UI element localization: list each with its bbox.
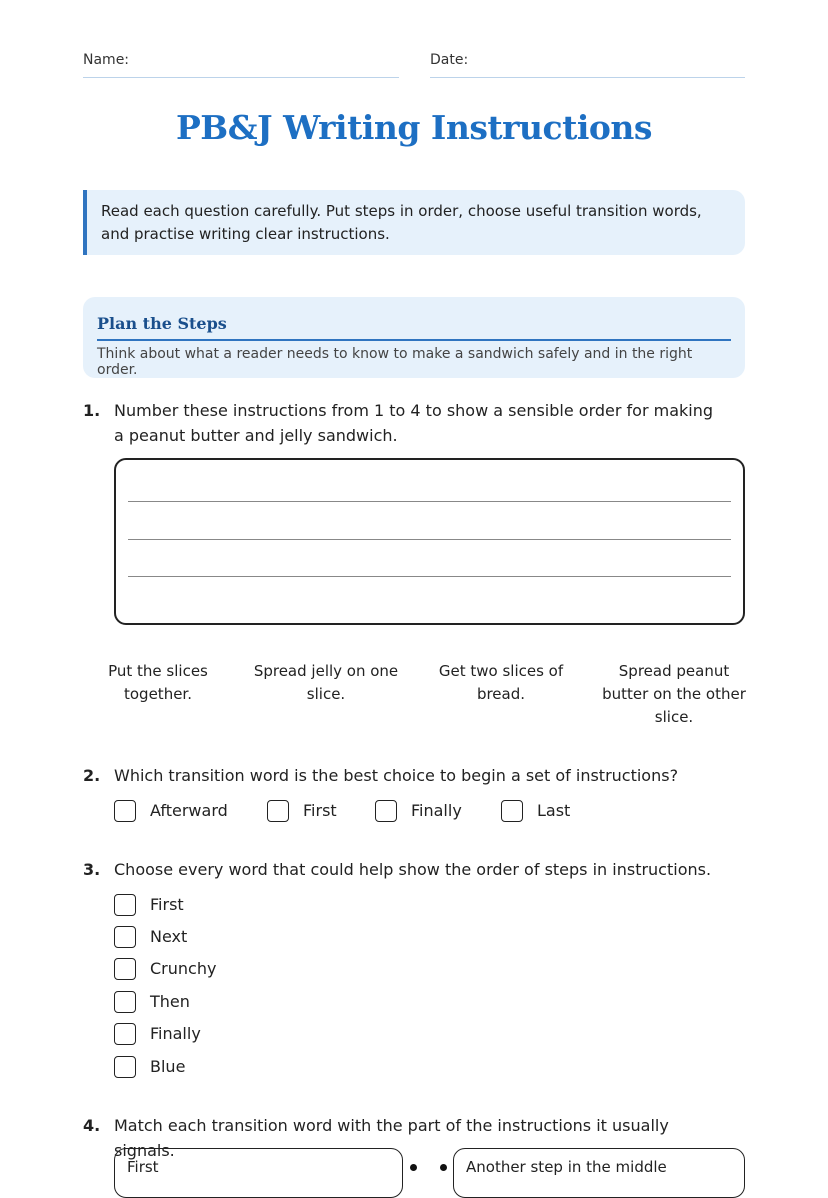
- option-first[interactable]: [267, 798, 357, 824]
- question-text: Match each transition word with the part of the instructions it usually signals.: [114, 1116, 669, 1160]
- checkbox[interactable]: [267, 800, 289, 822]
- instructions-text: Read each question carefully. Put steps in order, choose useful transition words, and practise writing clear instructions.: [101, 202, 702, 243]
- match-left-dot[interactable]: [410, 1164, 417, 1171]
- option-next[interactable]: [114, 924, 234, 950]
- checkbox[interactable]: [114, 991, 136, 1013]
- answer-writing-box[interactable]: [114, 458, 745, 625]
- writing-line: [128, 539, 731, 540]
- date-field[interactable]: [430, 52, 745, 78]
- option-label: First: [303, 801, 337, 820]
- option-first[interactable]: [114, 892, 234, 918]
- question-number: 1.: [83, 401, 101, 420]
- section-plan-the-steps: [83, 297, 745, 378]
- question-number: 3.: [83, 860, 101, 879]
- date-label: Date:: [430, 52, 469, 68]
- match-left-item[interactable]: [114, 1148, 403, 1198]
- option-last[interactable]: [501, 798, 591, 824]
- option-label: Afterward: [150, 801, 228, 820]
- option-crunchy[interactable]: [114, 956, 234, 982]
- question-number: 4.: [83, 1116, 101, 1135]
- option-label: Crunchy: [150, 959, 217, 978]
- question-text: Choose every word that could help show the order of steps in instructions.: [114, 860, 712, 879]
- option-label: Finally: [411, 801, 462, 820]
- question-2: [83, 763, 723, 789]
- step-card: Spread peanut butter on the other slice.: [602, 662, 746, 726]
- option-finally[interactable]: [114, 1021, 234, 1047]
- question-1: [83, 398, 723, 450]
- checkbox[interactable]: [114, 894, 136, 916]
- option-label: Then: [150, 992, 190, 1011]
- name-label: Name:: [83, 52, 130, 68]
- checkbox[interactable]: [114, 958, 136, 980]
- option-finally[interactable]: [375, 798, 485, 824]
- checkbox[interactable]: [375, 800, 397, 822]
- step-card: Put the slices together.: [108, 662, 208, 703]
- step-card: Spread jelly on one slice.: [253, 662, 399, 703]
- match-right-label: Another step in the middle: [466, 1158, 667, 1176]
- section-subtitle: Think about what a reader needs to know to make a sandwich safely and in the right order.: [97, 346, 693, 378]
- checkbox[interactable]: [114, 1023, 136, 1045]
- checkbox[interactable]: [114, 926, 136, 948]
- step-cards: [83, 660, 763, 740]
- writing-line: [128, 501, 731, 502]
- option-blue[interactable]: [114, 1054, 234, 1080]
- instructions-callout: [83, 190, 745, 255]
- question-text: Number these instructions from 1 to 4 to show a sensible order for making a peanut butter and jelly sandwich.: [114, 401, 714, 445]
- option-afterward[interactable]: [114, 798, 244, 824]
- checkbox[interactable]: [501, 800, 523, 822]
- option-label: Next: [150, 927, 188, 946]
- option-label: Last: [537, 801, 571, 820]
- name-field[interactable]: [83, 52, 399, 78]
- writing-line: [128, 576, 731, 577]
- question-4: [83, 1113, 723, 1160]
- question-number: 2.: [83, 766, 101, 785]
- option-label: First: [150, 895, 184, 914]
- checkbox[interactable]: [114, 1056, 136, 1078]
- match-right-dot[interactable]: [440, 1164, 447, 1171]
- page-title: PB&J Writing Instructions: [175, 108, 653, 147]
- option-label: Blue: [150, 1057, 186, 1076]
- question-3: [83, 857, 723, 883]
- option-then[interactable]: [114, 989, 234, 1015]
- match-left-label: First: [127, 1158, 159, 1176]
- section-title: Plan the Steps: [97, 311, 731, 341]
- question-text: Which transition word is the best choice to begin a set of instructions?: [114, 766, 679, 785]
- match-right-item[interactable]: [453, 1148, 745, 1198]
- option-label: Finally: [150, 1024, 201, 1043]
- step-card: Get two slices of bread.: [438, 662, 564, 703]
- checkbox[interactable]: [114, 800, 136, 822]
